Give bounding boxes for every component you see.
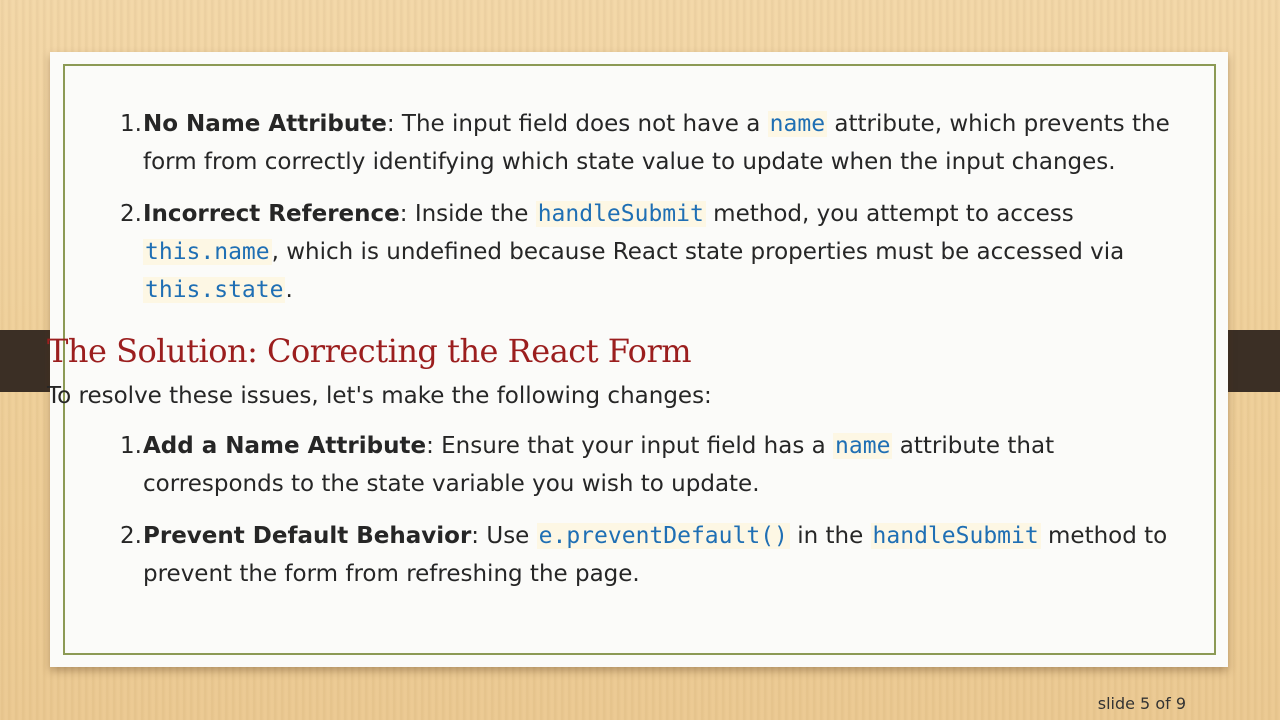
text-span: : The input field does not have a [386,111,768,137]
inline-code: this.state [145,277,284,303]
slide-content [47,105,1190,607]
solution-item-2 [95,517,1190,593]
text-span: : Use [471,523,537,549]
inline-code: handleSubmit [872,523,1039,549]
problem-term: Incorrect Reference [143,201,400,227]
section-heading: The Solution: Correcting the React Form [47,332,692,370]
list-number: 1. [120,433,142,459]
solution-item-1 [95,427,1190,503]
inline-code: name [769,111,826,137]
list-number: 2. [120,201,142,227]
list-number: 1. [120,111,142,137]
text-span: method, you attempt to access [705,201,1074,227]
list-number: 2. [120,523,142,549]
text-span: : Inside the [399,201,536,227]
problem-list [95,105,1190,309]
text-span: attribute, which prevents the form from correctly identifying which state value to update when the input changes. [143,111,1170,175]
problem-item-1 [95,105,1190,181]
text-span: attribute that corresponds to the state variable you wish to update. [143,433,1055,497]
inline-code: name [835,433,891,459]
text-span: method to prevent the form from refreshing the page. [143,523,1168,587]
slide-counter: slide 5 of 9 [1097,694,1186,713]
solution-term: Add a Name Attribute [143,433,427,459]
solution-list [95,427,1190,593]
text-span: in the [789,523,871,549]
inline-code: handleSubmit [537,201,704,227]
text-span: : Ensure that your input field has a [426,433,834,459]
solution-intro: To resolve these issues, let's make the following changes: [47,383,712,409]
inline-code: e.preventDefault() [538,523,788,549]
inline-code: this.name [145,239,270,265]
text-span: . [285,277,293,303]
problem-item-2 [95,195,1190,309]
problem-term: No Name Attribute [143,111,387,137]
text-span: , which is undefined because React state properties must be accessed via [271,239,1125,265]
solution-term: Prevent Default Behavior [143,523,472,549]
